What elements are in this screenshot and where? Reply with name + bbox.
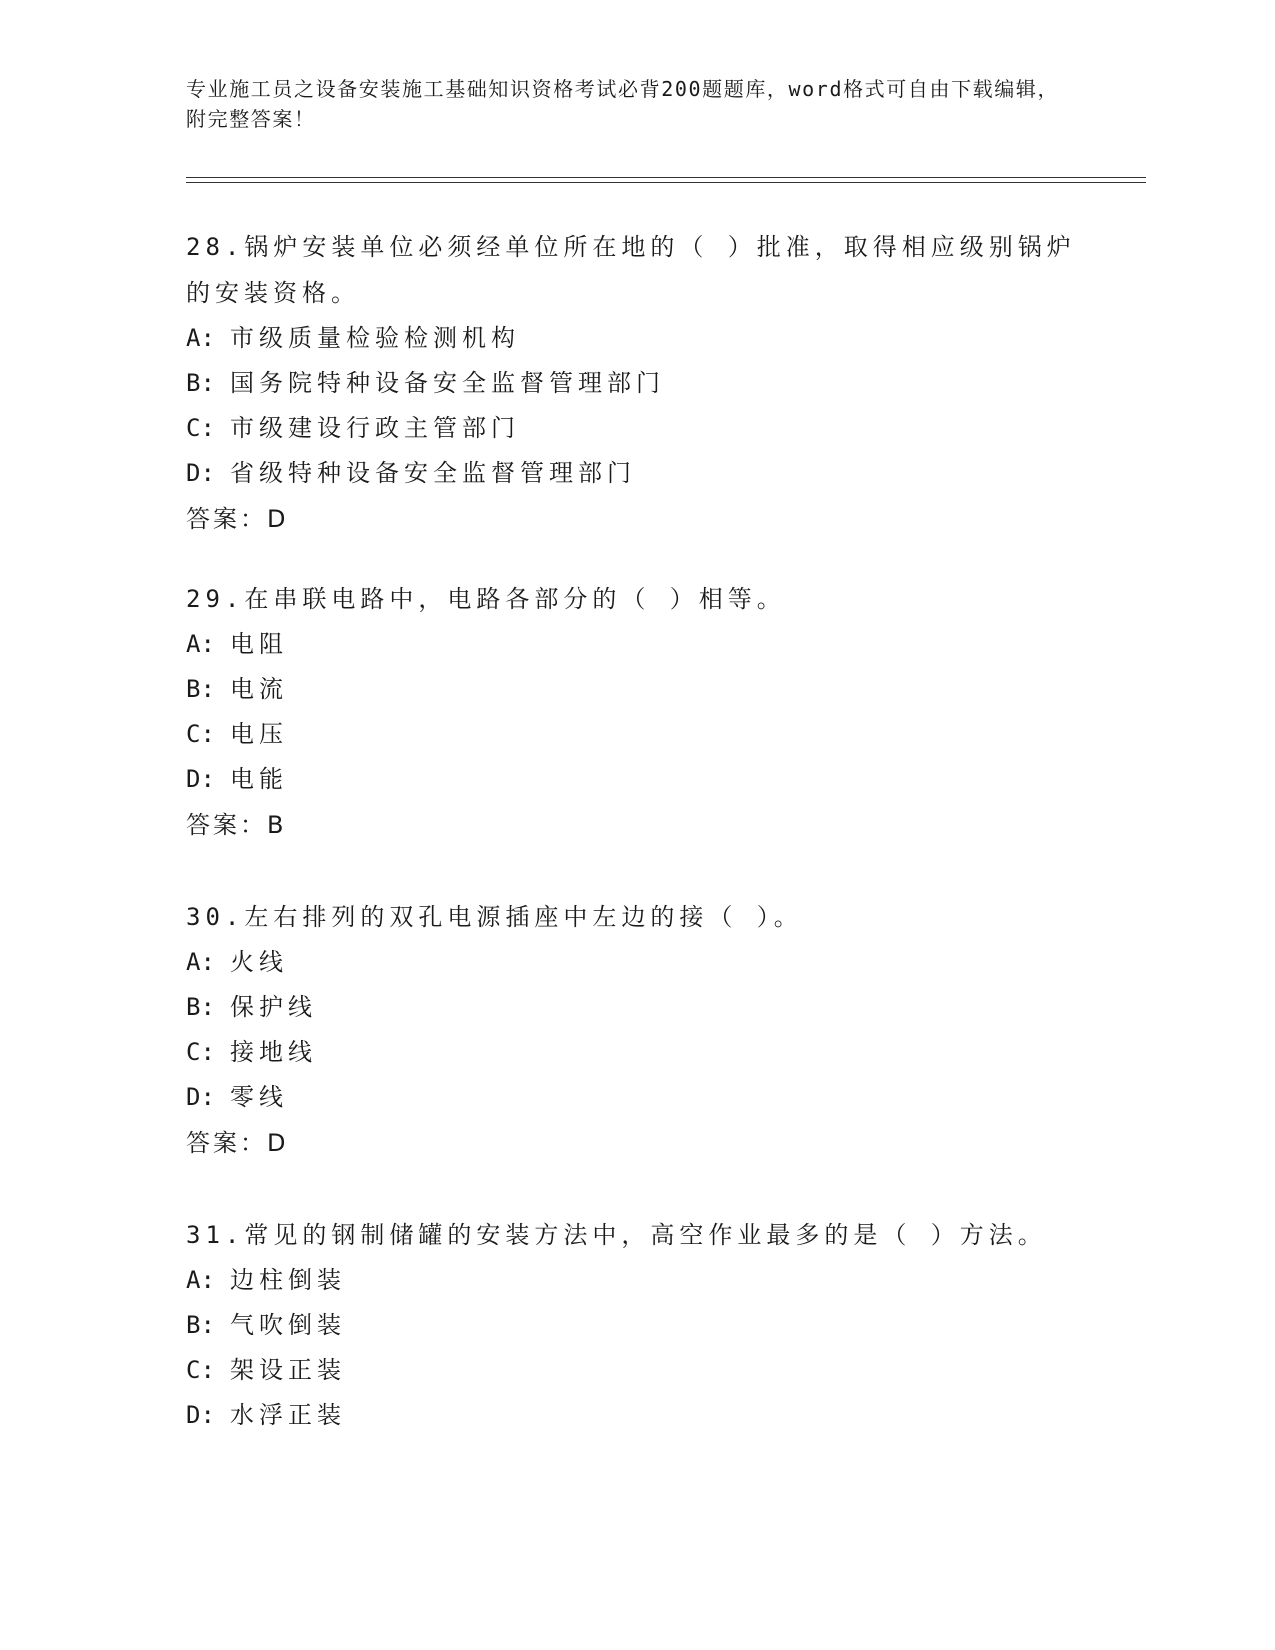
question-29 xyxy=(186,576,1086,848)
answer-line: 答案：D xyxy=(186,505,289,533)
option-letter: B: xyxy=(186,675,215,703)
option-text: 保护线 xyxy=(230,993,317,1021)
option-letter: B: xyxy=(186,369,215,397)
option-c xyxy=(186,712,1086,757)
option-a xyxy=(186,940,1086,985)
answer-line: 答案：B xyxy=(186,811,287,839)
option-letter: A: xyxy=(186,630,215,658)
question-stem: 28.锅炉安装单位必须经单位所在地的（ ）批准，取得相应级别锅炉的安装资格。 xyxy=(186,233,1076,307)
option-text: 水浮正装 xyxy=(230,1401,346,1429)
option-text: 电压 xyxy=(230,720,288,748)
option-letter: A: xyxy=(186,948,215,976)
question-stem: 31.常见的钢制储罐的安装方法中，高空作业最多的是（ ）方法。 xyxy=(186,1221,1047,1249)
document-header: 专业施工员之设备安装施工基础知识资格考试必背200题题库，word格式可自由下载编辑，附完整答案！ xyxy=(186,77,1060,131)
option-c xyxy=(186,406,1086,451)
option-text: 电阻 xyxy=(230,630,288,658)
option-text: 架设正装 xyxy=(230,1356,346,1384)
header-divider-bottom xyxy=(186,182,1146,183)
option-text: 市级质量检验检测机构 xyxy=(230,324,520,352)
option-letter: D: xyxy=(186,459,215,487)
option-letter: C: xyxy=(186,1038,215,1066)
option-b xyxy=(186,667,1086,712)
question-stem: 30.左右排列的双孔电源插座中左边的接（ ）。 xyxy=(186,903,803,931)
option-a xyxy=(186,622,1086,667)
option-text: 电流 xyxy=(230,675,288,703)
option-d xyxy=(186,1393,1086,1438)
option-letter: B: xyxy=(186,1311,215,1339)
header-divider-top xyxy=(186,177,1146,178)
option-d xyxy=(186,1075,1086,1120)
option-b xyxy=(186,1303,1086,1348)
option-b xyxy=(186,361,1086,406)
option-letter: C: xyxy=(186,1356,215,1384)
option-text: 火线 xyxy=(230,948,288,976)
option-text: 市级建设行政主管部门 xyxy=(230,414,520,442)
option-a xyxy=(186,316,1086,361)
option-text: 国务院特种设备安全监督管理部门 xyxy=(230,369,665,397)
option-d xyxy=(186,451,1086,496)
option-b xyxy=(186,985,1086,1030)
answer-line: 答案：D xyxy=(186,1129,289,1157)
question-28 xyxy=(186,224,1086,542)
option-letter: D: xyxy=(186,1083,215,1111)
option-letter: A: xyxy=(186,1266,215,1294)
option-c xyxy=(186,1348,1086,1393)
option-text: 省级特种设备安全监督管理部门 xyxy=(230,459,636,487)
option-letter: C: xyxy=(186,414,215,442)
option-a xyxy=(186,1258,1086,1303)
option-letter: A: xyxy=(186,324,215,352)
option-text: 电能 xyxy=(230,765,288,793)
option-c xyxy=(186,1030,1086,1075)
option-letter: D: xyxy=(186,765,215,793)
question-stem: 29.在串联电路中，电路各部分的（ ）相等。 xyxy=(186,585,786,613)
option-text: 边柱倒装 xyxy=(230,1266,346,1294)
option-letter: C: xyxy=(186,720,215,748)
option-letter: D: xyxy=(186,1401,215,1429)
option-text: 气吹倒装 xyxy=(230,1311,346,1339)
option-text: 接地线 xyxy=(230,1038,317,1066)
question-30 xyxy=(186,894,1086,1166)
option-text: 零线 xyxy=(230,1083,288,1111)
question-31 xyxy=(186,1212,1086,1438)
option-letter: B: xyxy=(186,993,215,1021)
option-d xyxy=(186,757,1086,802)
